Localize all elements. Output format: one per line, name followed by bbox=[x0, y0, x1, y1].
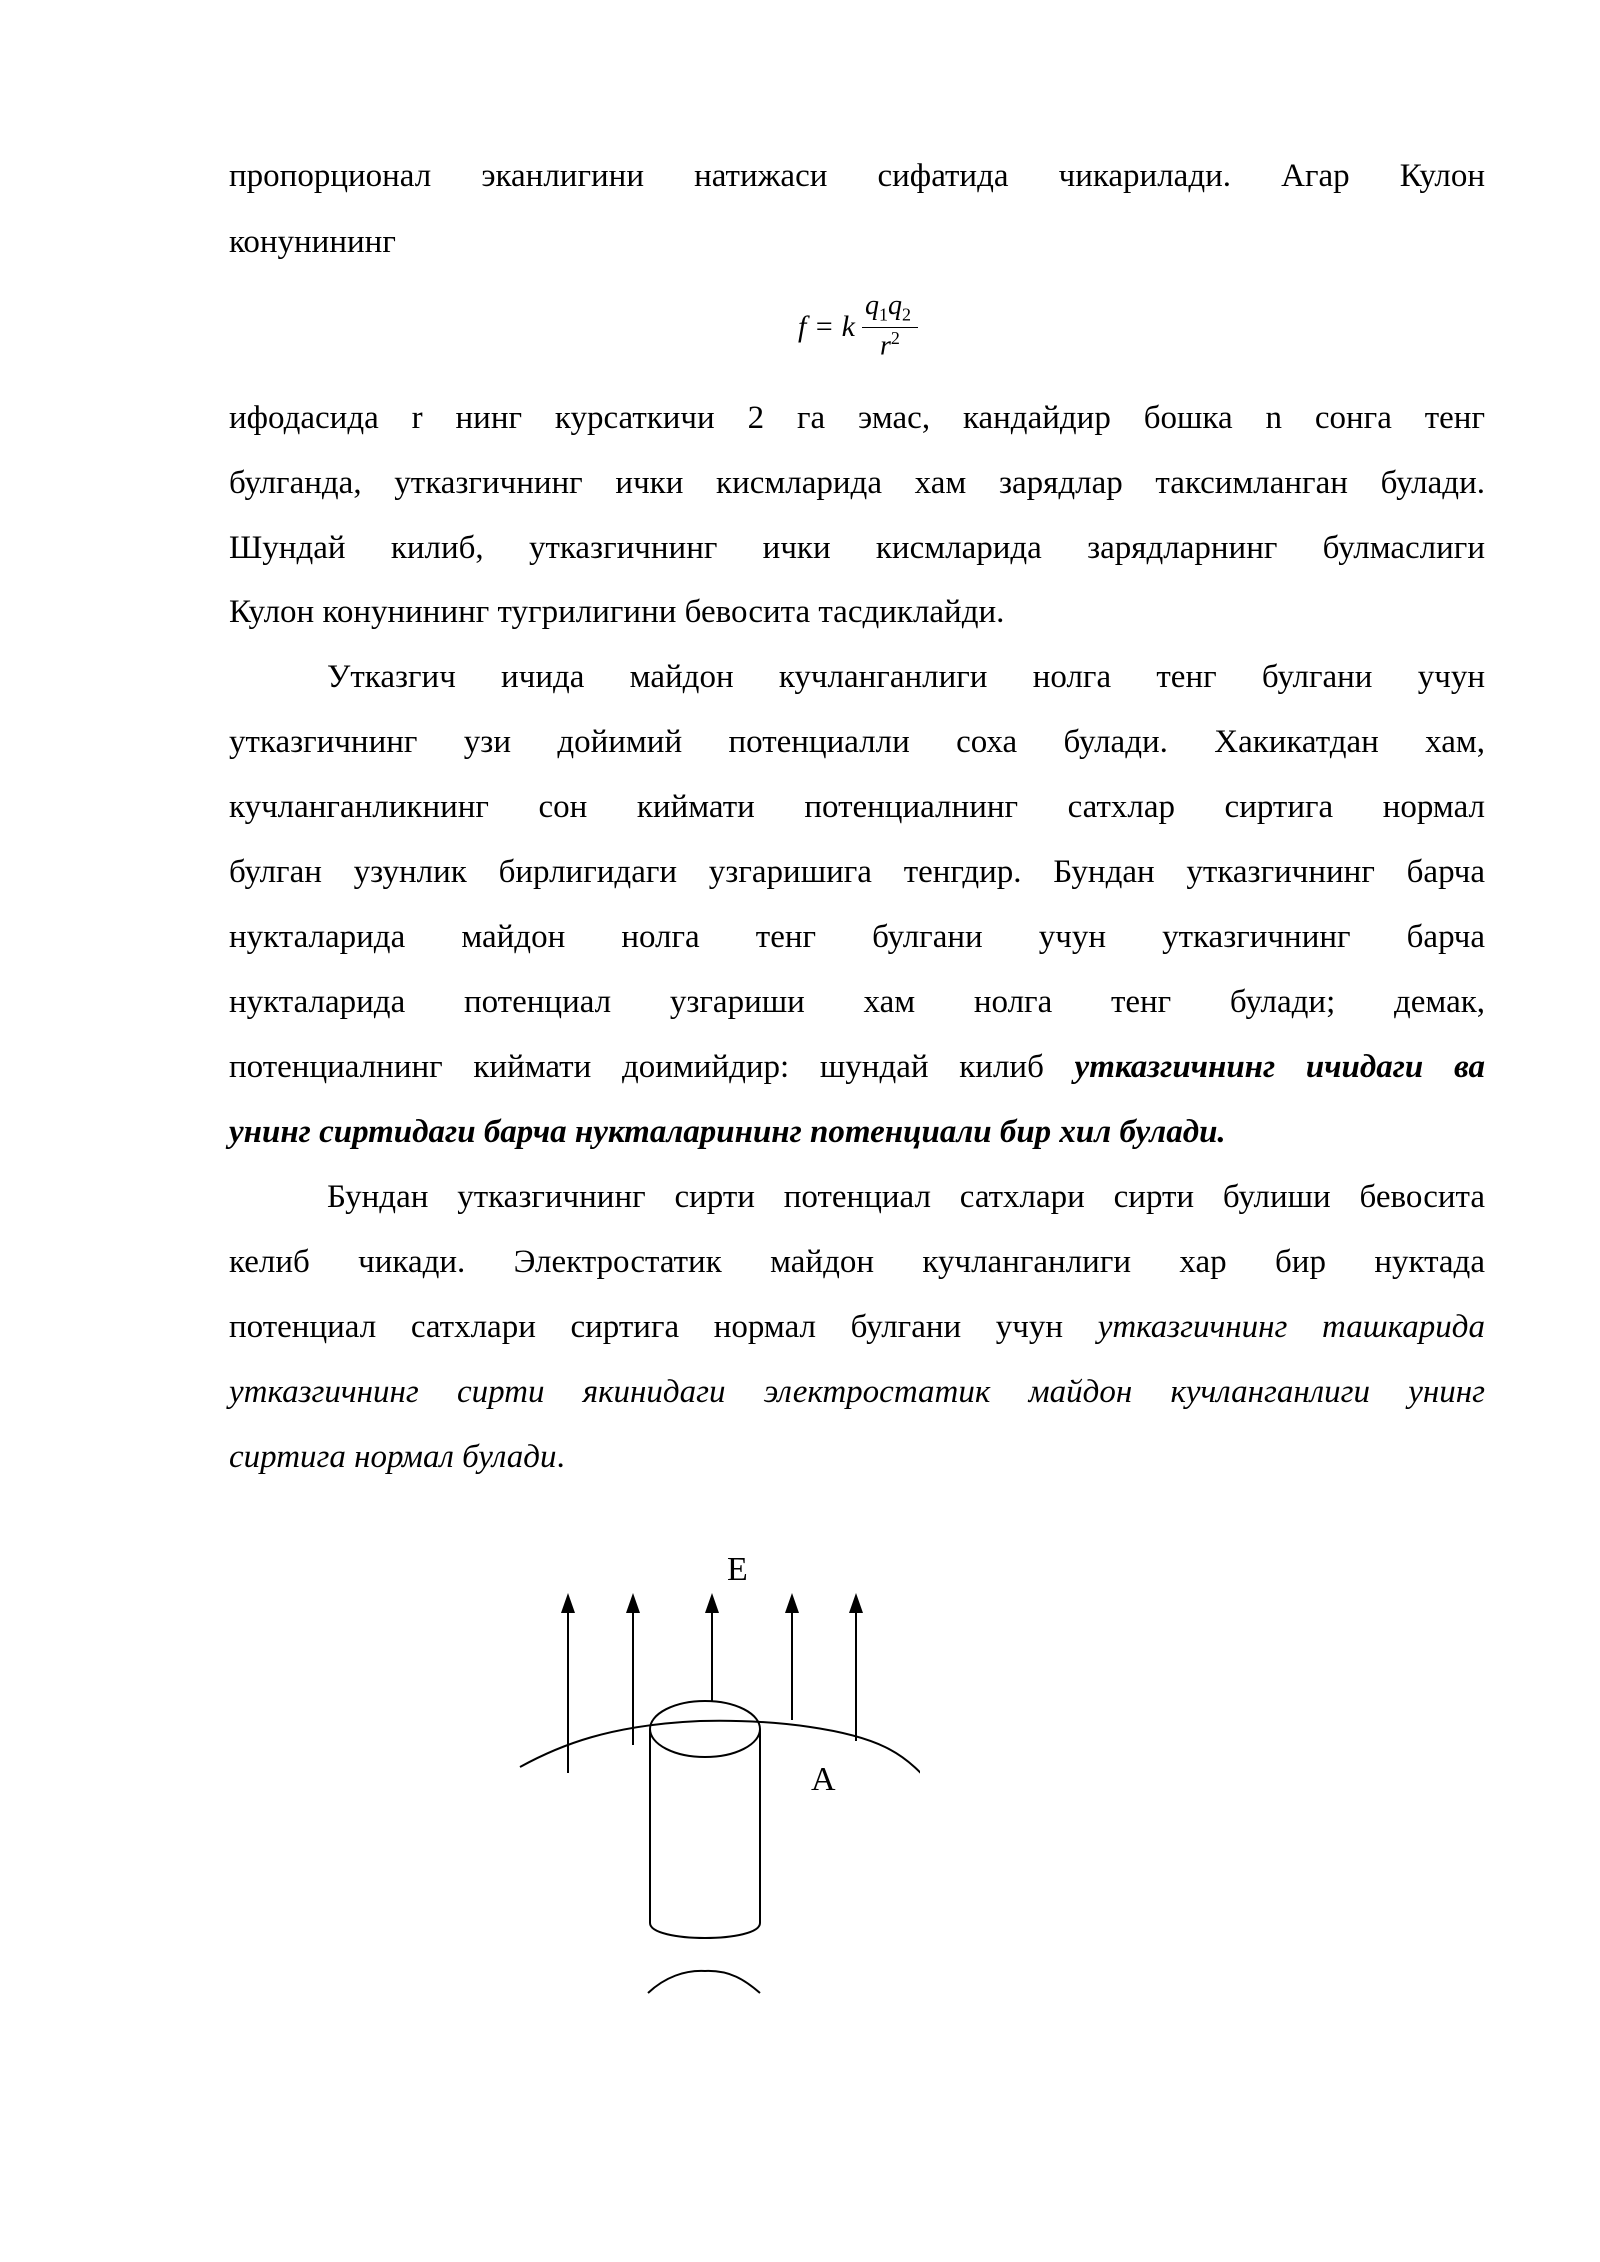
paragraph-4-line-2: келиб чикади. Электростатик майдон кучланганлиги хар бир нуктада bbox=[229, 1244, 1485, 1280]
paragraph-3-line-7 bbox=[229, 1045, 1485, 1089]
formula-q2-subscript: 2 bbox=[902, 304, 911, 325]
paragraph-3-line-4: булган узунлик бирлигидаги узгаришига тенгдир. Бундан утказгичнинг барча bbox=[229, 854, 1485, 890]
bottom-arc bbox=[648, 1971, 760, 1993]
paragraph-2-line-1: ифодасида r нинг курсаткичи 2 га эмас, кандайдир бошка n сонга тенг bbox=[229, 400, 1485, 436]
field-diagram-svg bbox=[500, 1545, 920, 2015]
cylinder-body bbox=[650, 1729, 760, 1938]
formula-numerator bbox=[865, 290, 911, 326]
label-field-e: E bbox=[727, 1551, 748, 1588]
paragraph-4-line-5-period: . bbox=[556, 1439, 565, 1475]
label-point-a: A bbox=[811, 1761, 836, 1798]
paragraph-4-line-5 bbox=[229, 1435, 1485, 1479]
formula-q1: q bbox=[865, 290, 879, 321]
arrowhead-2 bbox=[626, 1593, 640, 1613]
formula-q1-subscript: 1 bbox=[879, 304, 888, 325]
paragraph-4-line-3 bbox=[229, 1305, 1485, 1349]
paragraph-2-line-2: булганда, утказгичнинг ички кисмларида хам зарядлар таксимланган булади. bbox=[229, 465, 1485, 501]
paragraph-3-line-6: нукталарида потенциал узгариши хам нолга тенг булади; демак, bbox=[229, 984, 1485, 1020]
paragraph-3-line-2: утказгичнинг узи дойимий потенциалли соха булади. Хакикатдан хам, bbox=[229, 724, 1485, 760]
coulomb-formula bbox=[790, 290, 950, 370]
paragraph-2-line-3: Шундай килиб, утказгичнинг ички кисмларида зарядларнинг булмаслиги bbox=[229, 530, 1485, 566]
paragraph-4-line-4-italic: утказгичнинг сирти якинидаги электростатик майдон кучланганлиги унинг bbox=[229, 1374, 1485, 1410]
paragraph-3-line-7-text: потенциалнинг киймати доимийдир: шундай килиб bbox=[229, 1049, 1075, 1085]
formula-lhs: f = k bbox=[798, 310, 855, 343]
arrowhead-4 bbox=[785, 1593, 799, 1613]
field-diagram bbox=[500, 1545, 920, 2015]
arrowhead-3 bbox=[705, 1593, 719, 1613]
formula-denominator bbox=[880, 328, 900, 362]
paragraph-4-line-3-text: потенциал сатхлари сиртига нормал булгани учун bbox=[229, 1309, 1098, 1345]
cylinder-top-ellipse bbox=[650, 1701, 760, 1757]
paragraph-2-line-4: Кулон конунининг тугрилигини бевосита тасдиклайди. bbox=[229, 594, 1005, 630]
paragraph-4-line-3-italic: утказгичнинг ташкарида bbox=[1097, 1309, 1485, 1345]
arrowhead-1 bbox=[561, 1593, 575, 1613]
paragraph-4-line-5-italic: сиртига нормал булади bbox=[229, 1439, 557, 1475]
paragraph-1-line-1: пропорционал эканлигини натижаси сифатида чикарилади. Агар Кулон bbox=[229, 158, 1485, 194]
paragraph-3-line-1: Утказгич ичида майдон кучланганлиги нолга тенг булгани учун bbox=[327, 659, 1485, 695]
formula-q2: q bbox=[888, 290, 902, 321]
paragraph-4-line-1: Бундан утказгичнинг сирти потенциал сатхлари сирти булиши бевосита bbox=[327, 1179, 1485, 1215]
formula-r-exponent: 2 bbox=[890, 328, 900, 348]
paragraph-1-line-2: конунининг bbox=[229, 224, 396, 260]
arrowhead-5 bbox=[849, 1593, 863, 1613]
paragraph-3-line-5: нукталарида майдон нолга тенг булгани учун утказгичнинг барча bbox=[229, 919, 1485, 955]
paragraph-3-line-8-emphasis: унинг сиртидаги барча нукталарининг потенциали бир хил булади. bbox=[229, 1114, 1226, 1150]
paragraph-3-line-3: кучланганликнинг сон киймати потенциалнинг сатхлар сиртига нормал bbox=[229, 789, 1485, 825]
formula-r: r bbox=[880, 330, 891, 362]
paragraph-3-line-7-emphasis: утказгичнинг ичидаги ва bbox=[1074, 1049, 1485, 1085]
